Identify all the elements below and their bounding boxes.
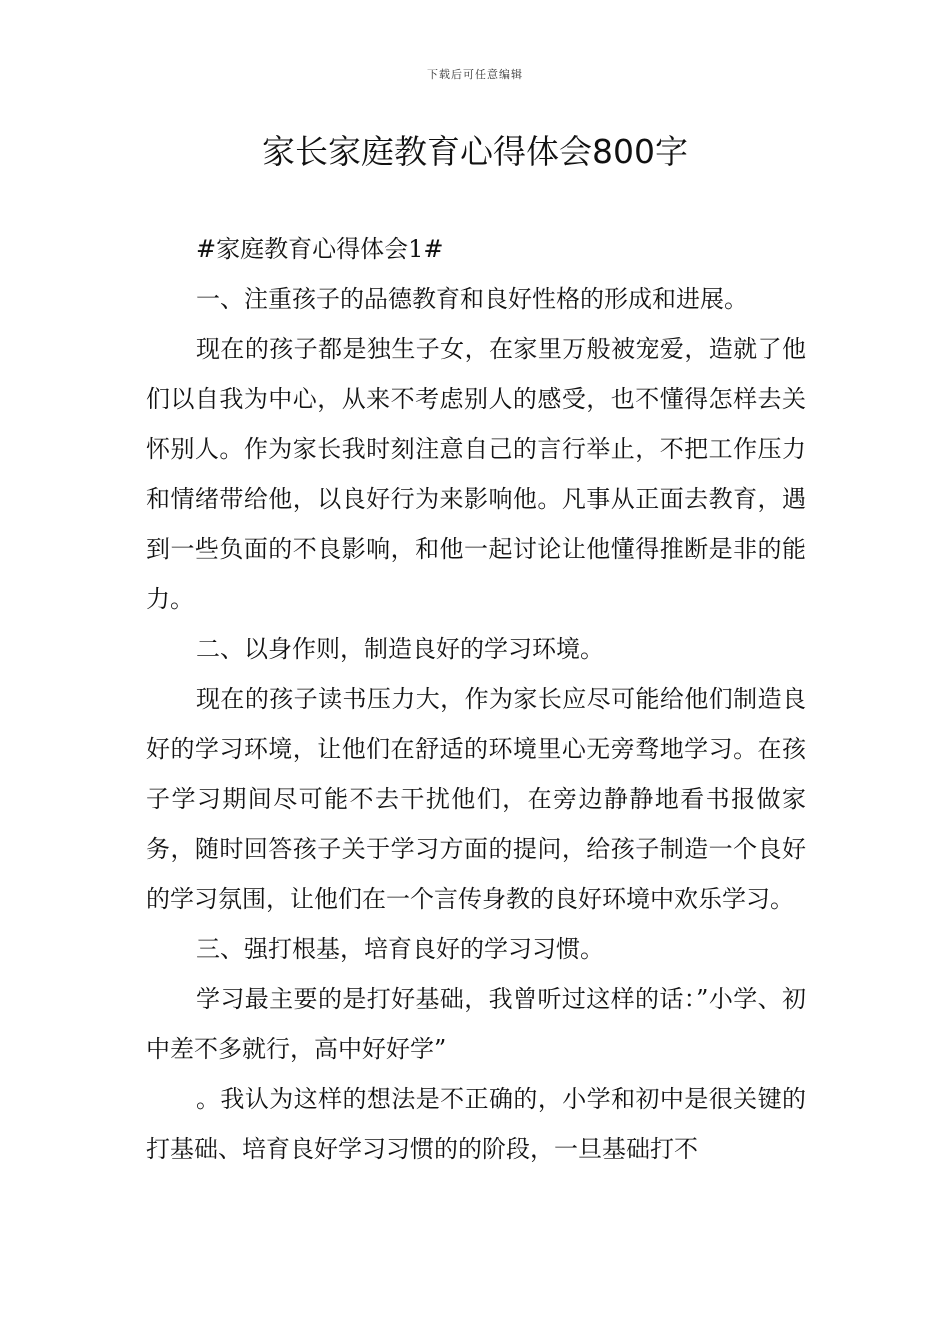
point-heading-1: 一、注重孩子的品德教育和良好性格的形成和进展。 — [196, 285, 748, 313]
document-title: 家长家庭教育心得体会800字 — [262, 132, 688, 171]
download-note: 下载后可任意编辑 — [427, 68, 523, 81]
paragraph: 学习最主要的是打好基础，我曾听过这样的话：”小学、初中差不多就行，高中好好学” — [146, 985, 806, 1063]
paragraph: 现在的孩子读书压力大，作为家长应尽可能给他们制造良好的学习环境，让他们在舒适的环境里心无旁骛地学习。在孩子学习期间尽可能不去干扰他们，在旁边静静地看书报做家务，随时回答孩子关于学习方面的提问，给孩子制造一个良好的学习氛围，让他们在一个言传身教的良好环境中欢乐学习。 — [146, 685, 806, 913]
section-heading: #家庭教育心得体会1# — [196, 235, 444, 263]
point-heading-3: 三、强打根基，培育良好的学习习惯。 — [196, 935, 604, 963]
paragraph: 现在的孩子都是独生子女，在家里万般被宠爱，造就了他们以自我为中心，从来不考虑别人的感受，也不懂得怎样去关怀别人。作为家长我时刻注意自己的言行举止，不把工作压力和情绪带给他，以良好行为来影响他。凡事从正面去教育，遇到一些负面的不良影响，和他一起讨论让他懂得推断是非的能力。 — [146, 335, 806, 613]
point-heading-2: 二、以身作则，制造良好的学习环境。 — [196, 635, 604, 663]
paragraph: 。我认为这样的想法是不正确的，小学和初中是很关键的打基础、培育良好学习习惯的的阶段，一旦基础打不 — [146, 1085, 806, 1163]
document-body — [146, 224, 806, 1174]
